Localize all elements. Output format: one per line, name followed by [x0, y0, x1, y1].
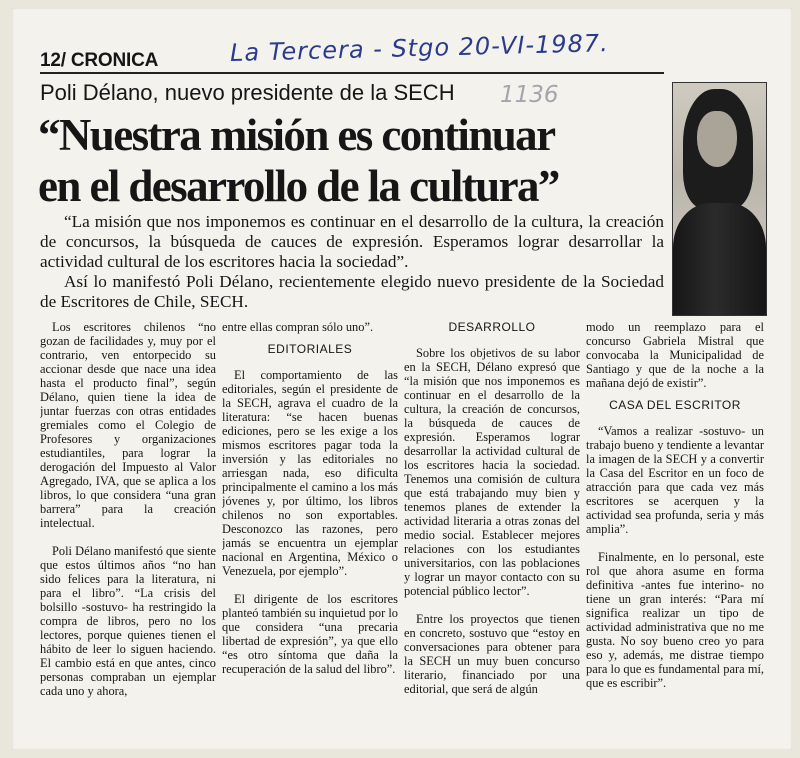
- lede-attribution: Así lo manifestó Poli Délano, recientemente elegido nuevo presidente de la Sociedad de Escritores de Chile, SECH.: [40, 272, 664, 311]
- header-rule: [40, 72, 664, 74]
- lede-quote: “La misión que nos imponemos es continuar en el desarrollo de la cultura, la creación de concursos, la búsqueda de cauces de expresión. Esperamos lograr desarrollar la actividad cultural de los escritores hacia la sociedad”.: [40, 212, 664, 271]
- headline-line-1: “Nuestra misión es continuar: [38, 110, 555, 160]
- headline-line-2: en el desarrollo de la cultura”: [38, 161, 559, 211]
- body-paragraph: Los escritores chilenos “no gozan de facilidades y, muy por el contrario, ven entorpecido su accionar desde que nace una idea hasta el producto final”, según Délano, quien tiene la idea de juntar fuerzas con otras entidades gremiales como el Colegio de Profesores y organizaciones estudiantiles, para lograr la derogación del Impuesto al Valor Agregado, IVA, que se aplica a los libros, lo que considera “una gran barrera” para la creación intelectual.: [40, 320, 216, 530]
- handwritten-source-note: La Tercera - Stgo 20-VI-1987.: [229, 29, 610, 67]
- body-paragraph: Finalmente, en lo personal, este rol que ahora asume en forma definitiva -antes fue interino- no tiene un gran interés: “Para mí significa realizar un tipo de actividad administrativa que no me gusta. No soy bueno creo yo para eso y, además, me distrae tiempo para lo que es fundamental para mí, que es escribir”.: [586, 550, 764, 690]
- body-paragraph: Entre los proyectos que tienen en concreto, sostuvo que “estoy en conversaciones para obtener para la SECH un muy buen concurso literario, financiado por una editorial, que será de algún: [404, 612, 580, 696]
- body-paragraph: El dirigente de los escritores planteó también su inquietud por lo que considera “una precaria libertad de expresión”, ya que ello “es otro síntoma que daña la recuperación de la salud del libro”.: [222, 592, 398, 676]
- subhead-desarrollo: DESARROLLO: [448, 320, 536, 334]
- body-column-3: [404, 320, 580, 740]
- photo-coat: [673, 203, 766, 315]
- portrait-photo: [672, 82, 767, 316]
- subhead-editoriales: EDITORIALES: [267, 342, 353, 356]
- body-paragraph: El comportamiento de las editoriales, según el presidente de la SECH, agrava el cuadro de la literatura: “se hacen buenas ediciones, pero se les exige a los mismos escritores pagar toda la inversión y las editoriales no arriesgan nada, eso dificulta principalmente el camino a los más jóvenes y, por último, los libros chilenos no son exportables. Desconozco las razones, pero jamás se encuentra un ejemplar nacional en Argentina, México o Venezuela, por ejemplo”.: [222, 368, 398, 578]
- body-paragraph: Sobre los objetivos de su labor en la SECH, Délano expresó que “la misión que nos imponemos es continuar en el desarrollo de la cultura, la creación de concursos, la búsqueda de cauces de expresión. Esperamos lograr desarrollar la actividad cultural de los escritores hacia la sociedad. Tenemos una comisión de cultura que está trabajando muy bien y tenemos planes de extender la actividad literaria a otras zonas del medio social. Establecer mejores relaciones con los estudiantes universitarios, con las poblaciones y lograr un mayor contacto con su potencial público lector”.: [404, 346, 580, 598]
- body-paragraph: entre ellas compran sólo uno”.: [222, 320, 374, 334]
- body-paragraph: Poli Délano manifestó que siente que estos últimos años “no han sido felices para la literatura, ni para el libro”. “La crisis del bolsillo -sostuvo- ha restringido la compra de libros, pero no los lectores, porque quienes tienen el hábito de leer lo siguen haciendo. El cambio está en que antes, cinco personas compraban un ejemplar cada uno y ahora,: [40, 544, 216, 698]
- body-column-1: [40, 320, 216, 740]
- article-kicker: Poli Délano, nuevo presidente de la SECH: [40, 80, 455, 105]
- archive-stamp: 1136: [500, 82, 559, 108]
- article-lede: [40, 212, 664, 312]
- body-column-4: [586, 320, 764, 740]
- subhead-casa-del-escritor: CASA DEL ESCRITOR: [609, 398, 741, 412]
- body-paragraph: “Vamos a realizar -sostuvo- un trabajo bueno y tendiente a levantar la imagen de la SECH y a convertir la Casa del Escritor en un foco de atracción para que cada vez más escritores se acerquen y la actividad sea profunda, seria y más amplia”.: [586, 424, 764, 536]
- article-headline: [38, 110, 678, 212]
- body-column-2: [222, 320, 398, 740]
- body-paragraph: modo un reemplazo para el concurso Gabriela Mistral que convocaba la Municipalidad de Santiago y que de la noche a la mañana dejó de existir”.: [586, 320, 764, 390]
- photo-face: [697, 111, 737, 167]
- section-label: 12/ CRONICA: [40, 50, 159, 71]
